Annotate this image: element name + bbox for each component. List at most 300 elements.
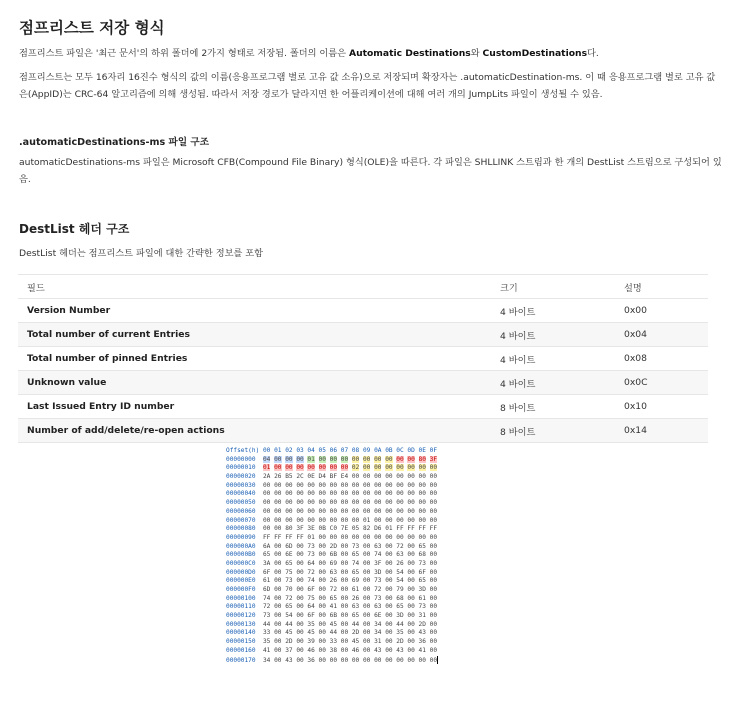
hex-row <box>226 621 498 630</box>
hex-offset: 00000050 <box>226 499 256 507</box>
hex-offset: 000000F0 <box>226 586 256 593</box>
hex-byte: 00 <box>385 516 393 524</box>
hex-byte: 44 <box>285 620 293 628</box>
hex-byte: 00 <box>307 499 315 507</box>
hex-byte: 00 <box>362 533 371 541</box>
hex-byte: 69 <box>329 559 338 567</box>
hex-byte: 61 <box>351 586 360 593</box>
hex-byte: 00 <box>429 533 438 541</box>
hex-byte: 00 <box>429 603 438 611</box>
hex-byte: 74 <box>262 594 271 602</box>
cfb-paragraph: automaticDestinations-ms 파일은 Microsoft CFB(Compound File Binary) 형식(OLE)을 따른다. 각 파일은 SHLLINK 스트림과 한 개의 DestList 스트림으로 구성되어 있음. <box>19 157 722 185</box>
hex-byte: 00 <box>407 656 415 664</box>
hex-byte: 00 <box>407 507 415 515</box>
hex-byte: 00 <box>307 481 315 489</box>
field-cell: Unknown value <box>18 371 491 395</box>
hex-byte: 00 <box>385 464 393 472</box>
hex-byte: D4 <box>318 473 326 481</box>
hex-byte: 43 <box>396 646 404 654</box>
hex-byte: 00 <box>318 551 326 559</box>
hex-byte: 00 <box>429 629 438 637</box>
hex-byte: 00 <box>318 620 326 628</box>
hex-byte: 00 <box>385 499 393 507</box>
hex-byte: 41 <box>418 646 426 654</box>
hex-byte: 00 <box>285 499 293 507</box>
hex-column-label: 0A <box>374 447 382 454</box>
hex-byte: 01 <box>262 464 271 472</box>
hex-byte: 73 <box>351 542 360 550</box>
hex-byte: 00 <box>418 507 426 515</box>
hex-byte: 00 <box>385 612 393 620</box>
hex-byte: 00 <box>340 568 349 576</box>
hex-byte: 6A <box>262 542 271 550</box>
hex-byte: 00 <box>418 464 426 472</box>
hex-byte: 00 <box>262 516 271 524</box>
hex-byte: 00 <box>285 481 293 489</box>
hex-byte: 00 <box>374 473 382 481</box>
hex-offset: 00000000 <box>226 455 256 463</box>
hex-byte: 26 <box>329 577 338 585</box>
hex-row <box>226 517 498 526</box>
hex-byte: 6F <box>262 568 271 576</box>
hex-byte: 00 <box>407 542 415 550</box>
hex-byte: 00 <box>429 594 438 602</box>
hex-byte: 00 <box>340 594 349 602</box>
hex-byte: 00 <box>307 464 315 472</box>
hex-byte: 00 <box>274 516 282 524</box>
hex-byte: 33 <box>329 638 338 646</box>
hex-byte: 00 <box>429 638 438 646</box>
hex-offset: 00000140 <box>226 629 256 637</box>
hex-byte: 00 <box>307 516 315 524</box>
hex-byte: FF <box>274 533 282 541</box>
table-row <box>18 299 708 323</box>
hex-offset: 000000A0 <box>226 542 256 550</box>
hex-byte: 00 <box>407 464 415 472</box>
hex-byte: C0 <box>329 525 338 533</box>
hex-byte: 61 <box>418 594 426 602</box>
hex-byte: 6E <box>285 551 293 559</box>
hex-byte: 00 <box>374 481 382 489</box>
hex-row <box>226 569 498 578</box>
hex-offset: 000000C0 <box>226 559 256 567</box>
hex-byte: 00 <box>396 507 404 515</box>
destlist-description: DestList 헤더는 점프리스트 파일에 대한 간략한 정보를 포함 <box>19 248 263 259</box>
hex-byte: 00 <box>296 464 304 472</box>
hex-byte: 33 <box>262 629 271 637</box>
hex-byte: 00 <box>329 455 338 463</box>
hex-offset: 00000160 <box>226 646 256 654</box>
hex-byte: 00 <box>362 464 371 472</box>
hex-byte: 00 <box>340 533 349 541</box>
hex-row <box>226 482 498 491</box>
hex-byte: 00 <box>418 490 426 498</box>
hex-byte: 00 <box>318 499 326 507</box>
hex-byte: 00 <box>385 490 393 498</box>
hex-byte: 00 <box>318 638 326 646</box>
hex-byte: 00 <box>262 525 271 533</box>
hex-byte: 54 <box>396 577 404 585</box>
hex-byte: 00 <box>385 586 393 593</box>
hex-byte: 00 <box>318 507 326 515</box>
hex-byte: 00 <box>407 577 415 585</box>
hex-byte: 73 <box>307 551 315 559</box>
hex-byte: 43 <box>418 629 426 637</box>
hex-byte: 73 <box>418 603 426 611</box>
hex-byte: 00 <box>340 490 349 498</box>
hex-byte: 00 <box>329 481 338 489</box>
hex-byte: 44 <box>329 629 338 637</box>
hex-offset-label: Offset(h) <box>226 447 260 454</box>
hex-byte: 00 <box>362 656 371 664</box>
hex-row <box>226 638 498 647</box>
hex-byte: 00 <box>318 594 326 602</box>
hex-byte: 00 <box>396 516 404 524</box>
hex-byte: 44 <box>262 620 271 628</box>
hex-byte: 00 <box>396 499 404 507</box>
hex-byte: 00 <box>362 455 371 463</box>
hex-byte: 73 <box>418 559 426 567</box>
size-cell: 4 바이트 <box>491 299 615 323</box>
hex-byte: 2D <box>418 620 426 628</box>
hex-row <box>226 595 498 604</box>
hex-byte: 3F <box>296 525 304 533</box>
hex-byte: 00 <box>274 646 282 654</box>
hex-byte: 00 <box>351 507 360 515</box>
appid-paragraph: 점프리스트는 모두 16자리 16진수 형식의 값의 이름(응용프로그램 별로 고유 값 소유)으로 저장되며 확장자는 .automaticDestination-ms. 이 때 응용프로그램 별로 고유 값은(AppID)는 CRC-64 알고리즘에 의해 생성됨. 따라서 저장 경로가 달라지면 한 어플리케이션에 대해 여러 개의 JumpLits 파일이 생성될 수 있음. <box>19 72 716 100</box>
hex-byte: 2D <box>351 629 360 637</box>
hex-byte: 01 <box>307 455 315 463</box>
hex-byte: 68 <box>418 551 426 559</box>
hex-byte: 00 <box>274 551 282 559</box>
field-cell: Number of add/delete/re-open actions <box>18 419 491 443</box>
hex-byte: 00 <box>296 542 304 550</box>
hex-byte: 00 <box>296 499 304 507</box>
hex-byte: 34 <box>262 656 271 664</box>
hex-byte: 00 <box>407 646 415 654</box>
hex-byte: 00 <box>362 473 371 481</box>
hex-offset: 00000010 <box>226 464 256 472</box>
offset-cell: 0x00 <box>615 299 708 323</box>
hex-byte: 00 <box>296 629 304 637</box>
hex-byte: 35 <box>396 629 404 637</box>
hex-byte: FF <box>296 533 304 541</box>
hex-byte: 75 <box>307 594 315 602</box>
hex-byte: 00 <box>362 629 371 637</box>
hex-byte: 00 <box>340 629 349 637</box>
hex-byte: 00 <box>318 612 326 620</box>
hex-byte: 00 <box>362 507 371 515</box>
hex-byte: 00 <box>318 629 326 637</box>
size-cell: 4 바이트 <box>491 347 615 371</box>
hex-offset: 00000060 <box>226 507 256 515</box>
hex-byte: 01 <box>307 533 315 541</box>
hex-byte: 2D <box>396 638 404 646</box>
hex-byte: 00 <box>296 455 304 463</box>
hex-row <box>226 534 498 543</box>
hex-byte: 00 <box>351 533 360 541</box>
hex-byte: 00 <box>351 481 360 489</box>
hex-byte: 00 <box>340 507 349 515</box>
hex-byte: 38 <box>329 646 338 654</box>
hex-byte: 00 <box>429 464 438 472</box>
hex-byte: 00 <box>429 577 438 585</box>
hex-byte: 36 <box>418 638 426 646</box>
hex-byte: 00 <box>274 620 282 628</box>
hex-byte: 00 <box>407 594 415 602</box>
hex-byte: 00 <box>340 516 349 524</box>
field-cell: Last Issued Entry ID number <box>18 395 491 419</box>
hex-byte: 00 <box>274 490 282 498</box>
hex-byte: 00 <box>340 646 349 654</box>
hex-byte: 65 <box>285 603 293 611</box>
hex-byte: 00 <box>340 551 349 559</box>
hex-byte: 00 <box>262 499 271 507</box>
hex-byte: 00 <box>418 516 426 524</box>
hex-byte: 75 <box>285 568 293 576</box>
hex-column-label: 06 <box>329 447 338 454</box>
hex-row <box>226 586 498 595</box>
hex-byte: 00 <box>274 525 282 533</box>
hex-column-label: 09 <box>362 447 371 454</box>
hex-row <box>226 456 498 465</box>
table-header-row <box>18 275 708 299</box>
hex-column-label: 01 <box>274 447 282 454</box>
hex-byte: 26 <box>396 559 404 567</box>
hex-byte: 45 <box>285 629 293 637</box>
hex-byte: 00 <box>362 542 371 550</box>
table-row <box>18 347 708 371</box>
hex-byte: 00 <box>362 490 371 498</box>
hex-byte: 00 <box>340 455 349 463</box>
offset-cell: 0x10 <box>615 395 708 419</box>
hex-column-label: 0D <box>407 447 415 454</box>
hex-column-label: 00 <box>262 447 271 454</box>
hex-byte: 00 <box>407 612 415 620</box>
hex-offset: 00000020 <box>226 473 256 481</box>
hex-byte: 00 <box>407 499 415 507</box>
size-cell: 4 바이트 <box>491 371 615 395</box>
hex-offset: 00000030 <box>226 481 256 489</box>
hex-byte: 63 <box>396 551 404 559</box>
hex-byte: 00 <box>318 586 326 593</box>
hex-byte: 00 <box>362 568 371 576</box>
hex-byte: 46 <box>307 646 315 654</box>
hex-byte: 00 <box>296 559 304 567</box>
hex-byte: 65 <box>418 542 426 550</box>
hex-byte: 00 <box>318 577 326 585</box>
hex-offset: 00000150 <box>226 638 256 646</box>
hex-byte: 00 <box>262 507 271 515</box>
hex-row <box>226 603 498 612</box>
hex-byte: 00 <box>340 612 349 620</box>
hex-byte: 00 <box>262 490 271 498</box>
text-cursor <box>437 656 438 664</box>
hex-byte: 00 <box>407 516 415 524</box>
hex-byte: 00 <box>362 577 371 585</box>
hex-byte: 00 <box>274 499 282 507</box>
column-header-description: 설명 <box>615 275 708 299</box>
section-subtitle: .automaticDestinations-ms 파일 구조 <box>19 137 209 148</box>
hex-row <box>226 577 498 586</box>
hex-byte: 00 <box>407 559 415 567</box>
hex-byte: 00 <box>296 594 304 602</box>
hex-byte: 72 <box>374 586 382 593</box>
hex-byte: 39 <box>307 638 315 646</box>
hex-row <box>226 464 498 473</box>
hex-byte: 65 <box>262 551 271 559</box>
hex-byte: 00 <box>285 464 293 472</box>
destlist-header-table <box>18 274 708 443</box>
hex-offset: 00000090 <box>226 533 256 541</box>
size-cell: 8 바이트 <box>491 419 615 443</box>
hex-byte: 00 <box>429 542 438 550</box>
field-cell: Version Number <box>18 299 491 323</box>
hex-byte: 65 <box>329 594 338 602</box>
hex-byte: 00 <box>429 551 438 559</box>
hex-byte: 00 <box>340 577 349 585</box>
hex-byte: 73 <box>374 577 382 585</box>
hex-byte: 6B <box>329 551 338 559</box>
hex-byte: FF <box>262 533 271 541</box>
hex-byte: BF <box>329 473 338 481</box>
hex-byte: 00 <box>318 559 326 567</box>
hex-byte: 00 <box>374 464 382 472</box>
hex-byte: 73 <box>374 594 382 602</box>
hex-byte: 00 <box>274 629 282 637</box>
hex-byte: 34 <box>374 620 382 628</box>
hex-dump-screenshot <box>226 447 498 687</box>
hex-offset: 000000B0 <box>226 551 256 559</box>
hex-byte: 00 <box>318 464 326 472</box>
hex-byte: 00 <box>362 499 371 507</box>
hex-offset: 00000110 <box>226 603 256 611</box>
hex-byte: 2D <box>329 542 338 550</box>
hex-byte: 00 <box>429 499 438 507</box>
hex-byte: 00 <box>362 638 371 646</box>
hex-byte: 00 <box>274 586 282 593</box>
hex-byte: 00 <box>418 473 426 481</box>
field-cell: Total number of current Entries <box>18 323 491 347</box>
hex-byte: 00 <box>351 516 360 524</box>
hex-byte: 00 <box>285 455 293 463</box>
hex-byte: 00 <box>296 612 304 620</box>
hex-byte: 45 <box>329 620 338 628</box>
hex-byte: 79 <box>396 586 404 593</box>
hex-byte: 00 <box>385 473 393 481</box>
hex-byte: 00 <box>296 577 304 585</box>
hex-byte: 00 <box>362 603 371 611</box>
hex-byte: 00 <box>274 612 282 620</box>
hex-byte: 72 <box>396 542 404 550</box>
hex-byte: 00 <box>396 656 404 664</box>
table-row <box>18 323 708 347</box>
hex-byte: 00 <box>351 455 360 463</box>
hex-byte: 00 <box>318 568 326 576</box>
hex-byte: 00 <box>407 638 415 646</box>
hex-byte: 00 <box>385 594 393 602</box>
hex-byte: 00 <box>407 455 415 463</box>
hex-offset: 00000100 <box>226 594 256 602</box>
hex-column-label: 0C <box>396 447 404 454</box>
hex-byte: 00 <box>351 656 360 664</box>
hex-byte: 00 <box>296 620 304 628</box>
hex-byte: 00 <box>385 533 393 541</box>
hex-byte: 00 <box>385 603 393 611</box>
hex-byte: 65 <box>351 568 360 576</box>
hex-byte: 00 <box>274 481 282 489</box>
hex-byte: 00 <box>329 499 338 507</box>
hex-byte: 41 <box>262 646 271 654</box>
hex-byte: 41 <box>329 603 338 611</box>
hex-byte: FF <box>285 533 293 541</box>
hex-byte: 00 <box>274 577 282 585</box>
hex-byte: 72 <box>307 568 315 576</box>
hex-byte: 00 <box>274 594 282 602</box>
hex-byte: 34 <box>374 629 382 637</box>
hex-byte: 65 <box>351 612 360 620</box>
hex-column-label: 0E <box>418 447 426 454</box>
hex-row <box>226 656 498 665</box>
hex-byte: 80 <box>285 525 293 533</box>
hex-byte: 00 <box>329 507 338 515</box>
hex-byte: 6E <box>374 612 382 620</box>
hex-byte: 00 <box>340 464 349 472</box>
hex-byte: 73 <box>285 577 293 585</box>
hex-byte: FF <box>429 525 438 533</box>
hex-byte: 00 <box>418 481 426 489</box>
hex-byte: 00 <box>274 559 282 567</box>
size-cell: 8 바이트 <box>491 395 615 419</box>
hex-byte: 00 <box>362 612 371 620</box>
hex-byte: 00 <box>274 603 282 611</box>
hex-byte: 00 <box>385 455 393 463</box>
hex-byte: 3A <box>262 559 271 567</box>
hex-byte: 74 <box>351 559 360 567</box>
hex-byte: 00 <box>407 568 415 576</box>
hex-row <box>226 543 498 552</box>
hex-byte: 74 <box>374 551 382 559</box>
hex-byte: 00 <box>429 586 438 593</box>
hex-byte: 63 <box>329 568 338 576</box>
hex-byte: 00 <box>274 568 282 576</box>
hex-byte: 00 <box>418 499 426 507</box>
hex-byte: 63 <box>374 603 382 611</box>
hex-byte: 80 <box>418 455 426 463</box>
hex-offset: 00000120 <box>226 612 256 620</box>
hex-byte: 72 <box>285 594 293 602</box>
hex-byte: 00 <box>318 455 326 463</box>
hex-byte: 61 <box>262 577 271 585</box>
hex-byte: 73 <box>307 542 315 550</box>
hex-byte: 00 <box>340 638 349 646</box>
hex-byte: 00 <box>374 516 382 524</box>
hex-byte: 00 <box>340 603 349 611</box>
hex-byte: 2A <box>262 473 271 481</box>
offset-cell: 0x0C <box>615 371 708 395</box>
hex-byte: 35 <box>262 638 271 646</box>
page-title: 점프리스트 저장 형식 <box>19 19 165 37</box>
hex-byte: D6 <box>374 525 382 533</box>
table-row <box>18 395 708 419</box>
hex-byte: 00 <box>407 481 415 489</box>
hex-byte: 00 <box>385 507 393 515</box>
hex-byte: 00 <box>429 646 438 654</box>
hex-byte: 00 <box>274 507 282 515</box>
hex-offset: 000000D0 <box>226 568 256 576</box>
hex-byte: 44 <box>396 620 404 628</box>
hex-byte: 00 <box>340 656 349 664</box>
